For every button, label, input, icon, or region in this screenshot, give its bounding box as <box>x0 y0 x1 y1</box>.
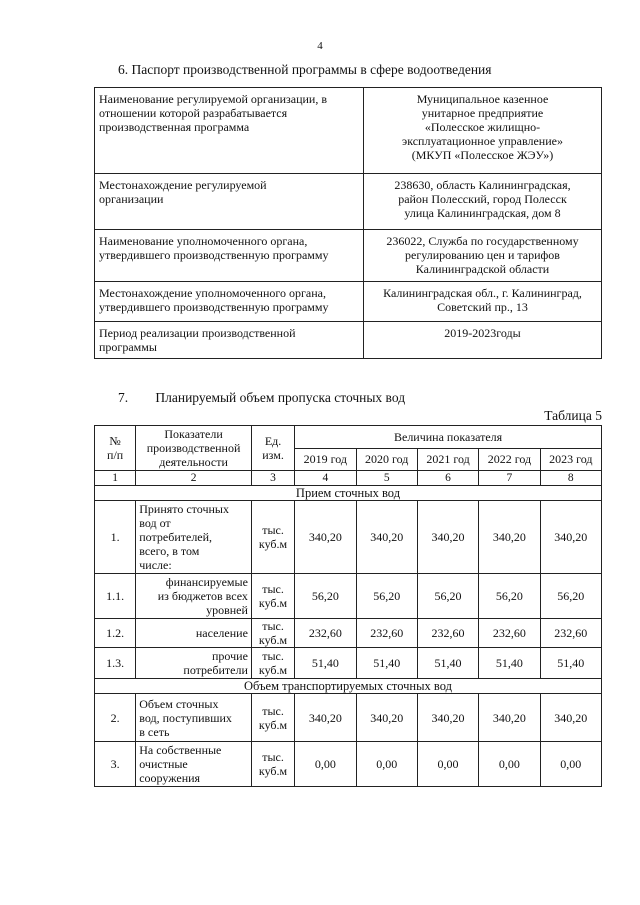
row-name-line: Принято сточных <box>139 502 229 516</box>
passport-value <box>364 230 602 282</box>
passport-value <box>364 88 602 174</box>
passport-label <box>95 282 364 322</box>
column-index <box>295 471 356 486</box>
row-unit <box>251 574 294 619</box>
table-row <box>95 648 602 679</box>
row-name-line: вод от <box>139 516 171 530</box>
row-name-line: финансируемые <box>165 575 248 589</box>
row-value-line: 0,00 <box>376 757 398 771</box>
passport-row <box>95 282 602 322</box>
row-unit <box>251 619 294 648</box>
column-index-line: 3 <box>270 472 276 484</box>
row-value-line: 51,40 <box>311 656 339 670</box>
header-num-line: № <box>109 434 121 448</box>
passport-value-line: эксплуатационное управление» <box>402 134 563 148</box>
row-value <box>417 648 478 679</box>
row-value <box>479 648 540 679</box>
row-name-line: очистные <box>139 757 188 771</box>
row-name-line: Объем сточных <box>139 696 219 711</box>
row-name-line: в сеть <box>139 724 170 739</box>
row-value <box>540 648 601 679</box>
section-6-number: 6. <box>118 62 129 77</box>
row-value <box>417 694 478 742</box>
row-unit <box>251 648 294 679</box>
passport-row <box>95 322 602 359</box>
header-name <box>136 426 252 471</box>
column-index-line: 2 <box>190 472 197 484</box>
row-value-line: 232,60 <box>308 626 342 640</box>
row-value-line: 340,20 <box>554 710 588 725</box>
row-value <box>356 742 417 787</box>
header-unit-line: Ед. <box>264 434 282 448</box>
row-value <box>295 501 356 574</box>
row-value <box>479 742 540 787</box>
table-row <box>95 501 602 574</box>
row-unit-line: тыс. <box>262 703 284 718</box>
passport-value-line: 238630, область Калининградская, <box>394 178 571 192</box>
row-value <box>417 574 478 619</box>
row-unit <box>251 694 294 742</box>
row-value-line: 56,20 <box>495 589 523 603</box>
passport-label-line: Наименование регулируемой организации, в <box>99 92 328 106</box>
row-value <box>479 694 540 742</box>
row-unit-line: куб.м <box>258 537 288 551</box>
section-6-heading <box>118 62 492 78</box>
passport-label-line: Период реализации производственной <box>99 326 296 340</box>
row-number <box>95 694 136 742</box>
row-name <box>136 694 252 742</box>
row-number-line: 1.1. <box>106 589 125 603</box>
row-value-line: 51,40 <box>495 656 523 670</box>
passport-label-line: Местонахождение уполномоченного органа, <box>99 286 326 300</box>
row-unit-line: куб.м <box>258 633 288 647</box>
row-value <box>479 501 540 574</box>
passport-table <box>94 87 602 359</box>
header-year <box>417 448 478 471</box>
passport-value <box>364 322 602 359</box>
row-value-line: 56,20 <box>434 589 462 603</box>
row-value <box>540 619 601 648</box>
row-unit-line: куб.м <box>258 717 288 732</box>
row-name-line: потребители <box>183 663 248 677</box>
row-value <box>540 574 601 619</box>
row-value <box>356 694 417 742</box>
header-name-line: деятельности <box>159 455 228 469</box>
table-row <box>95 574 602 619</box>
passport-value-line: Советский пр., 13 <box>437 300 528 314</box>
row-value-line: 340,20 <box>431 530 465 544</box>
row-name-line: прочие <box>212 649 248 663</box>
header-num <box>95 426 136 471</box>
row-name <box>136 648 252 679</box>
header-year <box>295 448 356 471</box>
column-index <box>417 471 478 486</box>
row-value-line: 0,00 <box>560 757 582 771</box>
row-name <box>136 574 252 619</box>
row-unit-line: тыс. <box>262 619 284 633</box>
header-unit <box>251 426 294 471</box>
passport-label-line: организации <box>99 192 164 206</box>
row-number <box>95 619 136 648</box>
header-year-line: 2019 год <box>303 452 348 467</box>
header-year-line: 2022 год <box>487 452 532 467</box>
passport-value-line: унитарное предприятие <box>421 106 544 120</box>
header-year <box>356 448 417 471</box>
row-value-line: 51,40 <box>434 656 462 670</box>
section-title-line: Объем транспортируемых сточных вод <box>244 679 452 693</box>
row-value-line: 56,20 <box>557 589 585 603</box>
table-row <box>95 742 602 787</box>
section-6-title: Паспорт производственной программы в сфере водоотведения <box>131 62 492 77</box>
row-value <box>295 694 356 742</box>
row-value-line: 340,20 <box>431 710 465 725</box>
column-index <box>479 471 540 486</box>
row-number <box>95 501 136 574</box>
row-value-line: 340,20 <box>370 710 404 725</box>
header-group <box>295 426 602 449</box>
table-caption: Таблица 5 <box>544 408 602 423</box>
row-value <box>479 574 540 619</box>
column-index <box>95 471 136 486</box>
passport-label <box>95 230 364 282</box>
row-unit <box>251 501 294 574</box>
row-value <box>295 648 356 679</box>
header-year-line: 2023 год <box>549 452 593 467</box>
row-value-line: 51,40 <box>557 656 585 670</box>
passport-label-line: производственная программа <box>99 120 250 134</box>
row-number <box>95 742 136 787</box>
passport-label-line: утвердившего производственную программу <box>99 300 329 314</box>
header-unit-line: изм. <box>262 448 284 462</box>
row-name-line: На собственные <box>139 743 222 757</box>
column-index-line: 6 <box>445 472 451 484</box>
column-index-line: 1 <box>112 472 118 484</box>
row-value-line: 340,20 <box>308 530 342 544</box>
row-value-line: 340,20 <box>492 710 526 725</box>
column-index <box>356 471 417 486</box>
row-value <box>295 742 356 787</box>
passport-value-line: «Полесское жилищно- <box>424 120 541 134</box>
column-index <box>136 471 252 486</box>
row-value <box>356 648 417 679</box>
passport-row <box>95 88 602 174</box>
row-name <box>136 501 252 574</box>
row-value-line: 0,00 <box>498 757 520 771</box>
row-value <box>417 501 478 574</box>
passport-label-line: программы <box>99 340 157 354</box>
section-title <box>95 486 602 501</box>
column-index-line: 7 <box>506 472 513 484</box>
section-title-row <box>95 679 602 694</box>
row-unit-line: куб.м <box>258 663 288 677</box>
column-index-row <box>95 471 602 486</box>
section-7-heading <box>118 390 405 406</box>
row-value-line: 56,20 <box>373 589 401 603</box>
row-value-line: 232,60 <box>431 626 465 640</box>
column-index <box>251 471 294 486</box>
header-year-line: 2021 год <box>426 452 470 467</box>
section-title <box>95 679 602 694</box>
passport-label-line: утвердившего производственную программу <box>99 248 329 262</box>
header-year-line: 2020 год <box>365 452 409 467</box>
header-year <box>540 448 601 471</box>
passport-value-line: Калининградская обл., г. Калининград, <box>383 286 582 300</box>
row-name-line: всего, в том <box>139 544 200 558</box>
row-value <box>540 501 601 574</box>
row-name-line: из бюджетов всех <box>157 589 248 603</box>
passport-label <box>95 322 364 359</box>
passport-row <box>95 174 602 230</box>
row-number-line: 1.2. <box>106 626 125 640</box>
header-group-line: Величина показателя <box>393 429 503 444</box>
row-name-line: уровней <box>206 603 248 617</box>
row-value <box>356 501 417 574</box>
column-index-line: 8 <box>567 472 574 484</box>
row-value <box>356 574 417 619</box>
header-year <box>479 448 540 471</box>
row-value-line: 0,00 <box>437 757 459 771</box>
passport-value <box>364 282 602 322</box>
row-value-line: 56,20 <box>311 589 339 603</box>
row-unit-line: куб.м <box>258 764 288 778</box>
row-value <box>295 574 356 619</box>
row-unit <box>251 742 294 787</box>
row-value <box>479 619 540 648</box>
row-name-line: сооружения <box>139 771 201 785</box>
row-value <box>295 619 356 648</box>
page-number: 4 <box>317 40 323 52</box>
row-unit-line: тыс. <box>262 649 284 663</box>
passport-value-line: регулированию цен и тарифов <box>405 248 560 262</box>
passport-value-line: Муниципальное казенное <box>416 92 549 106</box>
column-index-line: 5 <box>383 472 390 484</box>
column-index-line: 4 <box>322 472 329 484</box>
header-name-line: Показатели <box>164 427 223 441</box>
passport-value-line: район Полесский, город Полесск <box>398 192 567 206</box>
passport-row <box>95 230 602 282</box>
row-value-line: 340,20 <box>554 530 588 544</box>
row-unit-line: тыс. <box>262 523 284 537</box>
header-row <box>95 426 602 449</box>
row-number-line: 1. <box>110 530 120 544</box>
row-name-line: вод, поступивших <box>139 710 232 725</box>
row-unit-line: тыс. <box>262 582 284 596</box>
section-title-row <box>95 486 602 501</box>
header-name-line: производственной <box>146 441 241 455</box>
table-row <box>95 619 602 648</box>
passport-label <box>95 174 364 230</box>
section-7-number: 7. <box>118 390 129 405</box>
wastewater-volume-table <box>94 425 602 787</box>
row-value <box>417 619 478 648</box>
row-number <box>95 648 136 679</box>
row-name <box>136 742 252 787</box>
row-name-line: население <box>195 626 248 640</box>
row-value-line: 340,20 <box>492 530 526 544</box>
passport-value-line: улица Калининградская, дом 8 <box>404 206 561 220</box>
passport-value-line: 2019-2023годы <box>444 326 521 340</box>
row-value <box>540 742 601 787</box>
passport-label-line: Наименование уполномоченного органа, <box>99 234 308 248</box>
row-number-line: 3. <box>110 757 120 771</box>
row-name <box>136 619 252 648</box>
row-unit-line: тыс. <box>262 750 284 764</box>
row-number <box>95 574 136 619</box>
row-value-line: 340,20 <box>308 710 342 725</box>
row-name-line: числе: <box>139 558 172 572</box>
row-name-line: потребителей, <box>139 530 213 544</box>
passport-label-line: Местонахождение регулируемой <box>99 178 267 192</box>
row-number-line: 1.3. <box>106 656 125 670</box>
row-value-line: 232,60 <box>554 626 588 640</box>
section-title-line: Прием сточных вод <box>295 486 401 500</box>
passport-value-line: 236022, Служба по государственному <box>386 234 579 248</box>
row-value <box>540 694 601 742</box>
passport-value-line: Калининградской области <box>415 262 550 276</box>
row-value-line: 0,00 <box>314 757 336 771</box>
table-row <box>95 694 602 742</box>
passport-value-line: (МКУП «Полесское ЖЭУ») <box>411 148 554 162</box>
row-value <box>417 742 478 787</box>
row-value-line: 340,20 <box>370 530 404 544</box>
row-value-line: 51,40 <box>373 656 401 670</box>
row-value-line: 232,60 <box>492 626 526 640</box>
passport-value <box>364 174 602 230</box>
header-num-line: п/п <box>107 448 124 462</box>
row-number-line: 2. <box>110 710 120 725</box>
row-value <box>356 619 417 648</box>
column-index <box>540 471 601 486</box>
passport-label-line: отношении которой разрабатывается <box>99 106 288 120</box>
row-unit-line: куб.м <box>258 596 288 610</box>
passport-label <box>95 88 364 174</box>
section-7-title: Планируемый объем пропуска сточных вод <box>155 390 406 405</box>
row-value-line: 232,60 <box>370 626 404 640</box>
